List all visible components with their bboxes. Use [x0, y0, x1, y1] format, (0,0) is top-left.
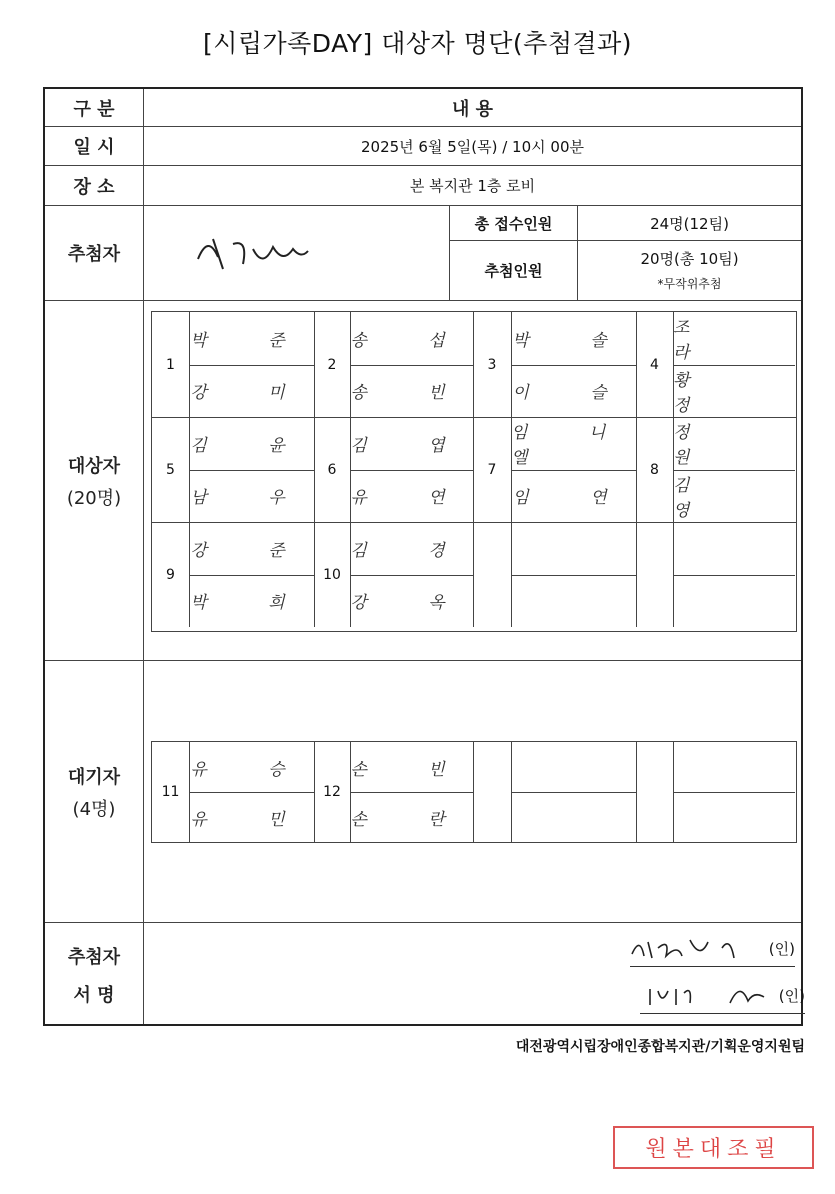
waiting-label-text: 대기자	[67, 766, 121, 788]
target-team-number: 9	[166, 566, 175, 583]
target-member-name: 정 원	[673, 423, 718, 469]
signature-line-1	[630, 934, 795, 967]
target-member-name: 조 라	[673, 318, 718, 364]
target-team-number: 6	[327, 461, 337, 478]
target-member-name: 남 우	[190, 488, 313, 509]
date-label: 일 시	[73, 137, 115, 158]
signature-seal-1: (인)	[768, 940, 795, 958]
place-value: 본 복지관 1층 로비	[409, 177, 536, 195]
waiting-team-number: 12	[323, 784, 341, 800]
drawer-label: 추첨자	[67, 244, 121, 265]
target-member-name: 강 미	[190, 383, 313, 404]
signature-label	[45, 923, 143, 1026]
targets-grid	[151, 311, 797, 632]
target-team-number: 1	[166, 356, 175, 373]
waiting-team-number: 11	[161, 784, 180, 800]
waiting-grid	[151, 741, 797, 843]
targets-count: (20명)	[66, 487, 122, 509]
header-content-col: 내 용	[451, 98, 494, 120]
target-member-name: 송 빈	[350, 383, 473, 404]
page-title: [시립가족DAY] 대상자 명단(추첨결과)	[202, 29, 633, 58]
drawn-label: 추첨인원	[484, 262, 543, 280]
targets-label	[45, 301, 143, 660]
target-team-number: 5	[166, 461, 175, 478]
drawer-handwritten-name	[193, 229, 313, 287]
drawn-value: 20명(총 10팀)	[640, 249, 739, 268]
target-team-number: 4	[650, 356, 659, 373]
waiting-label	[45, 661, 143, 922]
target-member-name: 박 희	[190, 593, 313, 614]
target-member-name: 김 경	[350, 540, 473, 561]
target-member-name: 박 준	[190, 330, 313, 351]
target-member-name: 강 준	[190, 540, 313, 561]
targets-label-text: 대상자	[67, 455, 121, 477]
date-value: 2025년 6월 5일(목) / 10시 00분	[361, 137, 584, 156]
target-team-number: 2	[327, 356, 337, 373]
signature-seal-2: (인)	[778, 987, 805, 1005]
target-member-name: 박 솔	[512, 330, 635, 351]
waiting-member-name: 손 란	[350, 809, 473, 830]
waiting-count: (4명)	[72, 798, 116, 820]
drawn-note: *무작위추첨	[657, 276, 722, 291]
header-label-col: 구 분	[73, 98, 115, 120]
target-team-number: 10	[323, 566, 341, 583]
waiting-member-name: 손 빈	[350, 759, 473, 780]
waiting-member-name: 유 승	[190, 759, 313, 780]
target-member-name: 임 니엘	[511, 423, 634, 469]
target-member-name: 황 정	[673, 370, 718, 416]
footer-organization: 대전광역시립장애인종합복지관/기획운영지원팀	[515, 1039, 805, 1055]
certified-copy-stamp: 원본대조필	[613, 1126, 814, 1169]
target-member-name: 임 연	[512, 488, 635, 509]
target-member-name: 김 윤	[190, 435, 313, 456]
signature-line-2	[640, 981, 805, 1014]
target-team-number: 3	[487, 356, 497, 373]
total-value: 24명(12팀)	[650, 214, 729, 233]
target-team-number: 8	[650, 461, 659, 478]
target-member-name: 이 슬	[512, 383, 635, 404]
target-member-name: 김 영	[673, 475, 718, 521]
waiting-member-name: 유 민	[190, 809, 313, 830]
target-team-number: 7	[487, 461, 497, 478]
signature-label-bottom: 서 명	[73, 984, 115, 1006]
place-label: 장 소	[73, 176, 115, 198]
target-member-name: 송 섭	[350, 330, 473, 351]
signature-label-top: 추첨자	[67, 946, 121, 968]
total-label: 총 접수인원	[474, 214, 553, 233]
target-member-name: 강 옥	[350, 593, 473, 614]
target-member-name: 유 연	[350, 488, 473, 509]
target-member-name: 김 엽	[350, 435, 473, 456]
